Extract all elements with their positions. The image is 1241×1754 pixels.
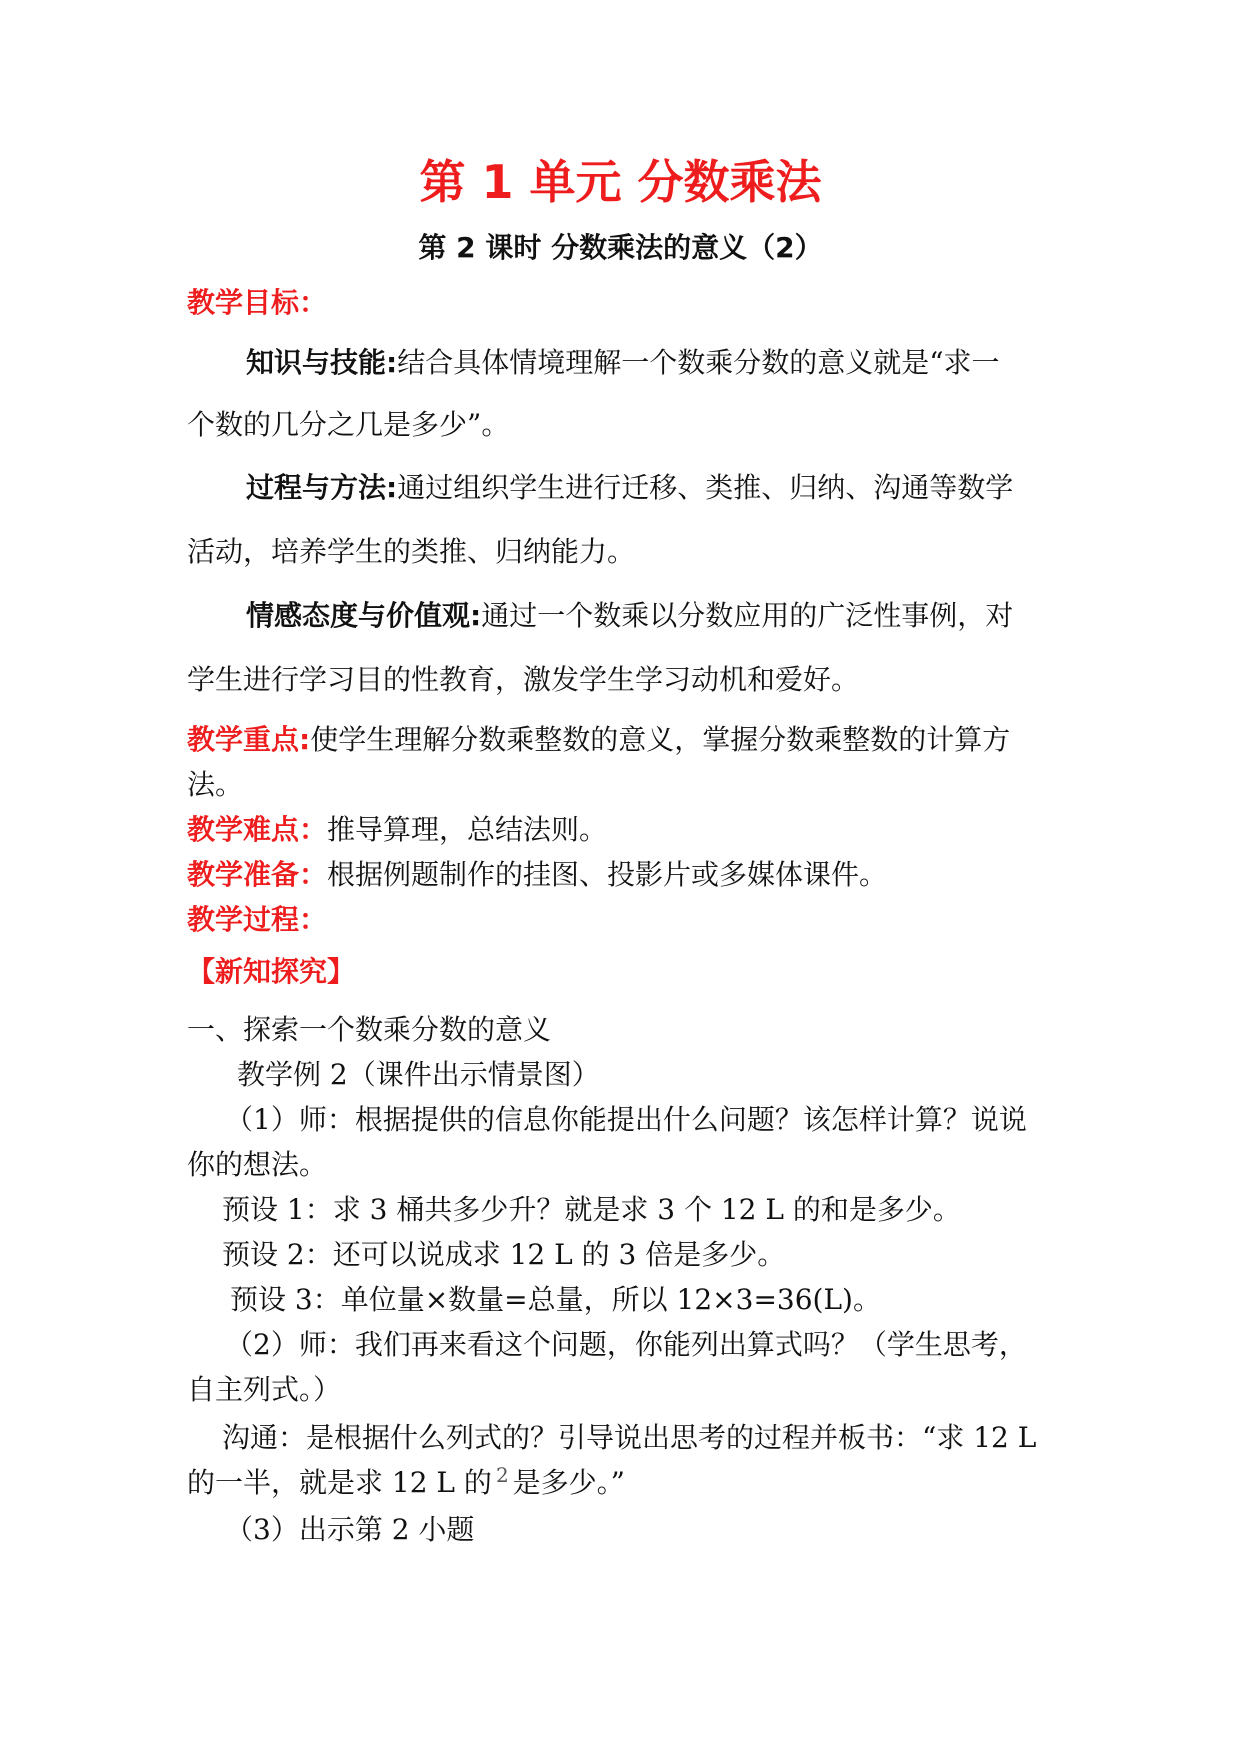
preparation-label: 教学准备： [187, 858, 328, 891]
teaching-process-heading: 教学过程： [187, 903, 328, 936]
key-points-paragraph [187, 720, 1010, 760]
knowledge-paragraph [246, 343, 1000, 383]
emotion-text: 通过一个数乘以分数应用的广泛性事例，对 [481, 599, 1014, 632]
preset-three: 预设 3：单位量×数量=总量，所以 12×3=36(L)。 [230, 1283, 881, 1316]
process-paragraph [246, 468, 1013, 508]
emotion-paragraph [246, 596, 1013, 636]
preset-two: 预设 2：还可以说成求 12 L 的 3 倍是多少。 [222, 1238, 786, 1271]
communication-text-a: 的一半，就是求 12 L 的 [187, 1466, 492, 1499]
emotion-label: 情感态度与价值观: [246, 599, 482, 632]
knowledge-label: 知识与技能: [246, 346, 398, 379]
process-label: 过程与方法: [246, 471, 398, 504]
preset-one: 预设 1：求 3 桶共多少升？就是求 3 个 12 L 的和是多少。 [222, 1193, 961, 1226]
difficulty-label: 教学难点： [187, 813, 328, 846]
step-two-line-cont: 自主列式。） [187, 1373, 342, 1406]
lesson-subtitle: 第 2 课时 分数乘法的意义（2） [418, 231, 823, 264]
knowledge-text: 结合具体情境理解一个数乘分数的意义就是“求一 [397, 346, 1000, 379]
key-points-label: 教学重点: [187, 723, 311, 756]
section-heading: 【新知探究】 [187, 955, 356, 988]
communication-line: 沟通：是根据什么列式的？引导说出思考的过程并板书：“求 12 L [222, 1421, 1037, 1454]
knowledge-text-cont: 个数的几分之几是多少”。 [187, 408, 510, 441]
communication-line-cont [187, 1463, 625, 1503]
key-points-text-cont: 法。 [187, 768, 244, 801]
page-title: 第 1 单元 分数乘法 [419, 155, 822, 209]
objectives-heading: 教学目标： [187, 286, 328, 319]
example-line: 教学例 2（课件出示情景图） [237, 1058, 600, 1091]
key-points-text: 使学生理解分数乘整数的意义，掌握分数乘整数的计算方 [310, 723, 1011, 756]
preparation-paragraph [187, 855, 887, 895]
difficulty-paragraph [187, 810, 607, 850]
step-three-line: （3）出示第 2 小题 [225, 1513, 475, 1546]
communication-text-b: 是多少。” [512, 1466, 625, 1499]
step-one-line-cont: 你的想法。 [187, 1148, 328, 1181]
part-one-heading: 一、探索一个数乘分数的意义 [187, 1013, 552, 1046]
preparation-text: 根据例题制作的挂图、投影片或多媒体课件。 [327, 858, 888, 891]
emotion-text-cont: 学生进行学习目的性教育，激发学生学习动机和爱好。 [187, 663, 860, 696]
process-text-cont: 活动，培养学生的类推、归纳能力。 [187, 535, 636, 568]
process-text: 通过组织学生进行迁移、类推、归纳、沟通等数学 [397, 471, 1014, 504]
difficulty-text: 推导算理，总结法则。 [327, 813, 608, 846]
step-two-line: （2）师：我们再来看这个问题，你能列出算式吗？（学生思考， [225, 1328, 1027, 1361]
step-one-line: （1）师：根据提供的信息你能提出什么问题？该怎样计算？说说 [225, 1103, 1027, 1136]
fraction-symbol: 2 [495, 1463, 509, 1487]
